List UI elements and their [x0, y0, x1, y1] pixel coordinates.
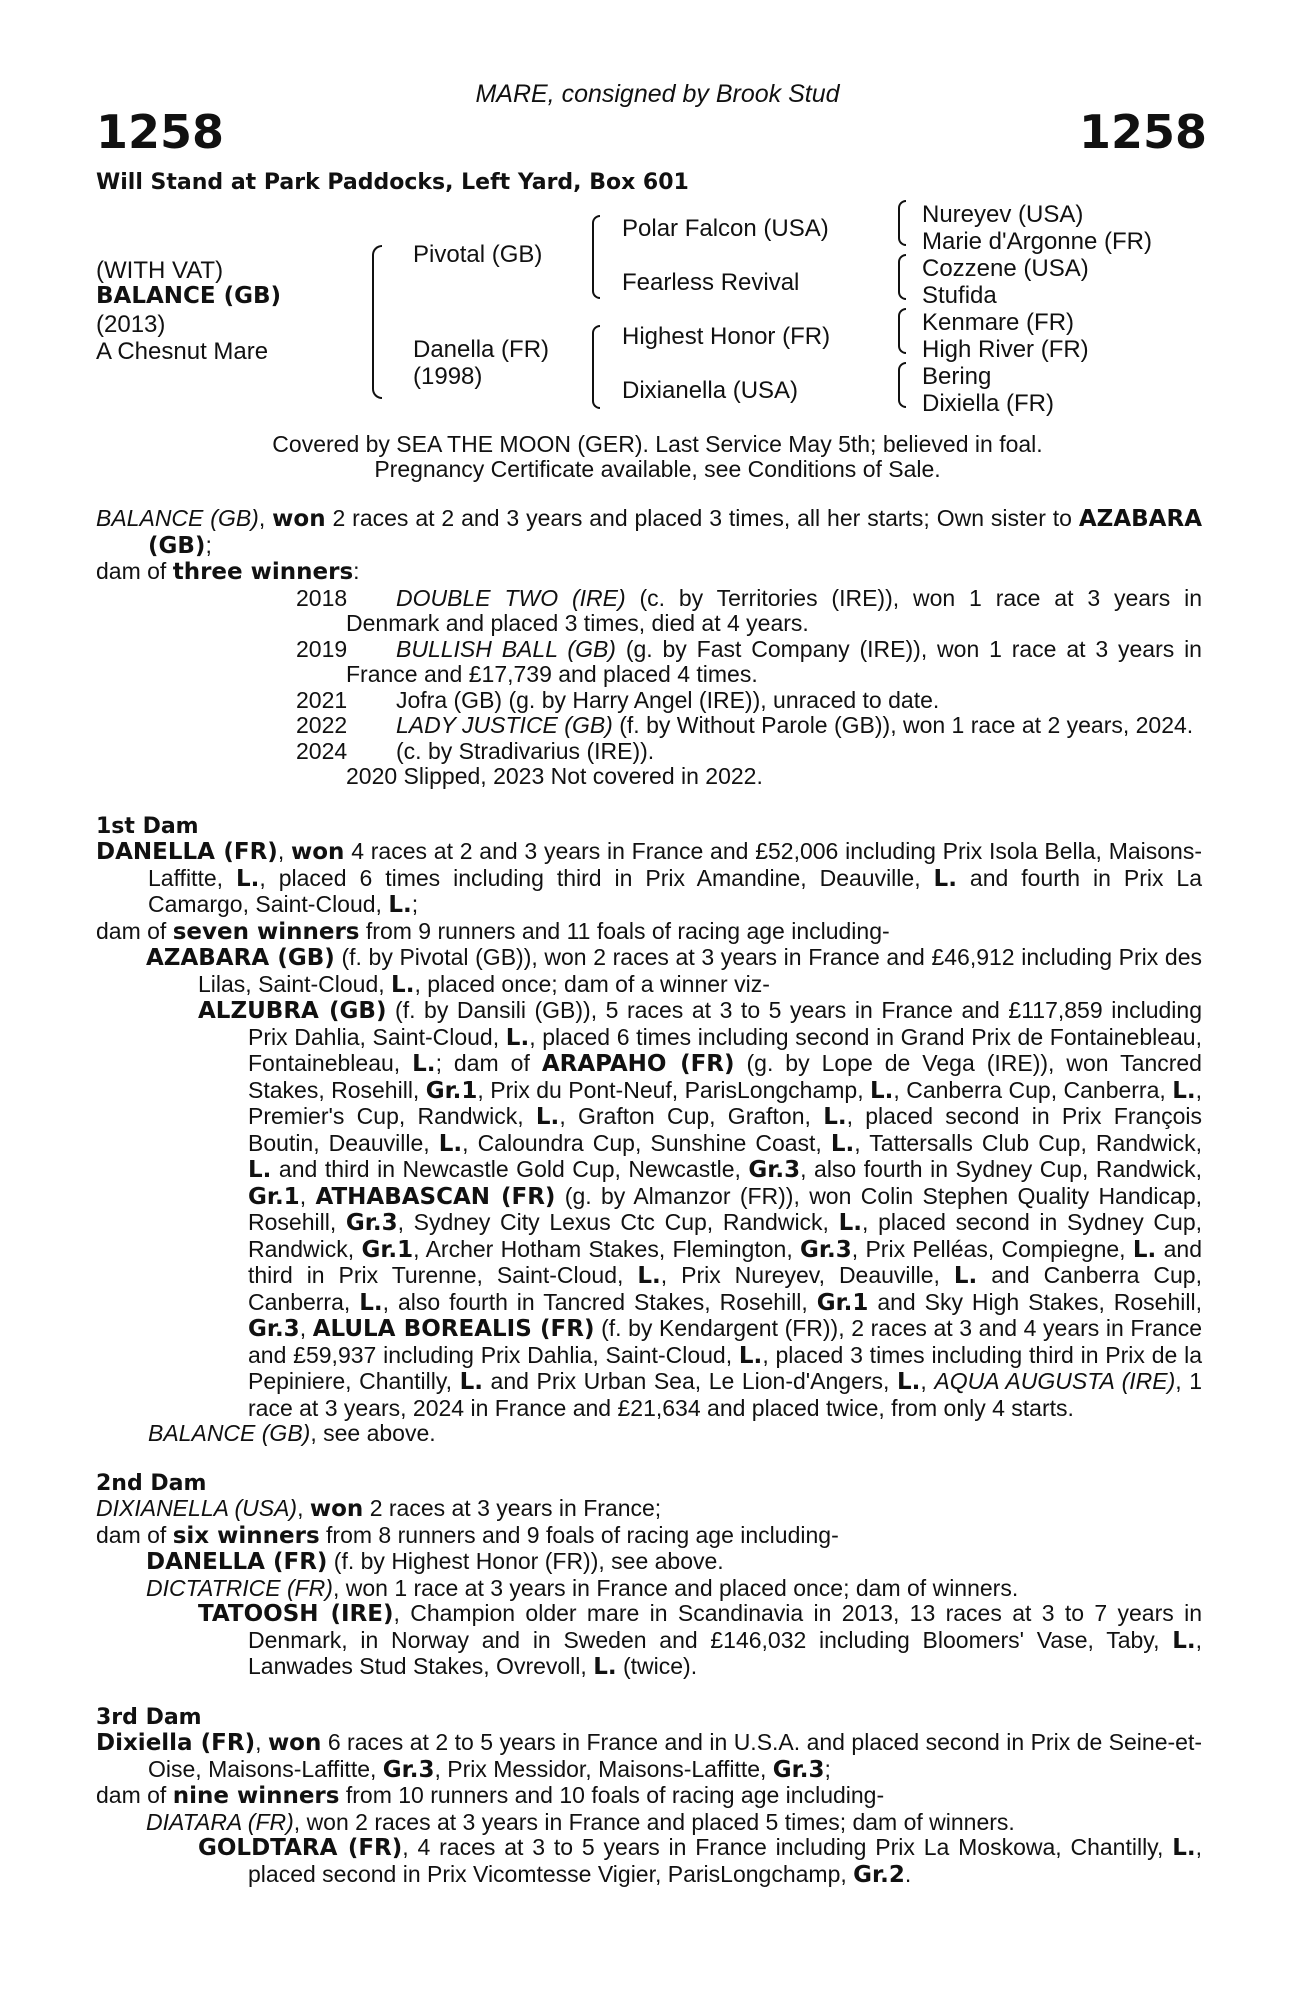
- pedigree-dam: Danella (FR): [413, 336, 550, 363]
- produce-text: (c. by Stradivarius (IRE)).: [396, 737, 655, 764]
- produce-year: 2019: [296, 635, 348, 662]
- runner-name: AZABARA (GB): [146, 945, 335, 971]
- text: , placed second in Prix Vicomtesse Vigier, ParisLongchamp,: [248, 1834, 1202, 1887]
- pedigree-brace-dd: [898, 362, 906, 408]
- dam2-name: DIXIANELLA (USA): [96, 1495, 298, 1521]
- produce-row: [96, 713, 1202, 739]
- text: , placed second in Prix François Boutin, Deauville,: [248, 1103, 1202, 1156]
- text: (g. by Almanzor (FR)), won Colin Stephen Quality Handicap, Rosehill,: [248, 1182, 1203, 1235]
- text: from 10 runners and 10 foals of racing age including-: [339, 1782, 885, 1808]
- tatoosh-entry: [96, 1601, 1202, 1681]
- group-label: Gr.3: [382, 1756, 435, 1783]
- text: , placed 6 times including third in Prix Amandine, Deauville,: [259, 864, 934, 891]
- text: from 8 runners and 9 foals of racing age including-: [319, 1521, 839, 1548]
- produce-text: (f. by Without Parole (GB)), won 1 race at 2 years, 2024.: [612, 712, 1194, 738]
- pedigree-sds: Cozzene (USA): [922, 255, 1089, 282]
- listed-label: L.: [870, 1077, 894, 1104]
- text: and fourth in Prix La Camargo, Saint-Cloud,: [148, 864, 1202, 917]
- text: ; dam of: [435, 1050, 542, 1076]
- won-label: won: [267, 1730, 322, 1756]
- listed-label: L.: [438, 1130, 463, 1157]
- won-label: won: [290, 839, 345, 865]
- text: 4 races at 2 and 3 years in France and £52,006 including Prix Isola Bella, Maisons-Laffitte,: [148, 838, 1203, 891]
- text: , Prix Messidor, Maisons-Laffitte,: [434, 1755, 773, 1782]
- lot-number-left: 1258: [96, 105, 225, 159]
- group-label: Gr.1: [248, 1183, 300, 1210]
- runner-name: ATHABASCAN (FR): [315, 1183, 556, 1210]
- horse-year: (2013): [96, 311, 166, 338]
- listed-label: L.: [388, 892, 412, 918]
- group-label: Gr.3: [345, 1210, 398, 1236]
- winners-count: nine winners: [172, 1783, 340, 1809]
- pedigree-brace-ss: [898, 200, 906, 246]
- group-label: Gr.1: [816, 1289, 869, 1316]
- listed-label: L.: [830, 1130, 855, 1157]
- pedigree-sss: Nureyev (USA): [922, 201, 1084, 228]
- alzubra-entry: [96, 998, 1202, 1421]
- produce-row: [96, 637, 1202, 688]
- section-title-2nd-dam: 2nd Dam: [96, 1470, 207, 1496]
- listed-label: L.: [248, 1157, 272, 1183]
- group-label: Gr.1: [425, 1077, 478, 1104]
- pedigree-sire-dam: Fearless Revival: [622, 269, 800, 296]
- text: , see above.: [310, 1420, 436, 1446]
- covering-info: [0, 432, 1315, 482]
- text: , Caloundra Cup, Sunshine Coast,: [462, 1129, 831, 1156]
- runner-name: GOLDTARA (FR): [198, 1835, 403, 1861]
- produce-year: 2024: [296, 737, 348, 764]
- dam3-produce-summary: [96, 1783, 1202, 1810]
- text: , won 2 races at 3 years in France and placed 5 times; dam of winners.: [293, 1808, 1015, 1835]
- text: (f. by Dansili (GB)), 5 races at 3 to 5 years in France and £117,859 including Prix Dahlia, Saint-Cloud,: [248, 997, 1202, 1050]
- winners-count: six winners: [172, 1522, 320, 1549]
- listed-label: L.: [235, 865, 260, 892]
- produce-year: 2018: [296, 584, 348, 611]
- group-label: Gr.2: [853, 1861, 905, 1888]
- runner-name: BALANCE (GB): [148, 1420, 311, 1446]
- text: , Tattersalls Club Cup, Randwick,: [854, 1129, 1202, 1156]
- group-label: Gr.3: [800, 1236, 852, 1263]
- text: , placed once; dam of a winner viz-: [414, 970, 770, 997]
- pedigree-brace-ds: [898, 308, 906, 354]
- text: ;: [824, 1755, 831, 1782]
- text: (g. by Lope de Vega (IRE)), won Tancred Stakes, Rosehill,: [248, 1050, 1202, 1103]
- text: and Sky High Stakes, Rosehill,: [868, 1288, 1202, 1315]
- dam1-produce-summary: [96, 919, 1202, 946]
- balance-ref: [96, 1421, 1202, 1447]
- stand-location: Will Stand at Park Paddocks, Left Yard, Box 601: [96, 170, 689, 195]
- produce-text: (g. by Fast Company (IRE)), won 1 race at 3 years in France and £17,739 and placed 4 times.: [346, 635, 1202, 687]
- text: ;: [411, 891, 419, 917]
- text: , Sydney City Lexus Ctc Cup, Randwick,: [397, 1209, 839, 1235]
- listed-label: L.: [535, 1104, 560, 1130]
- text: , Prix Pelléas, Compiegne,: [851, 1235, 1133, 1262]
- listed-label: L.: [412, 1051, 436, 1077]
- text: , placed second in Sydney Cup, Randwick,: [248, 1209, 1202, 1262]
- azabara-entry: [96, 945, 1202, 998]
- listed-label: L.: [738, 1342, 763, 1369]
- text: ,: [920, 1368, 935, 1394]
- produce-name: LADY JUSTICE (GB): [396, 712, 613, 738]
- dam2-produce-summary: [96, 1523, 1202, 1550]
- text: from 9 runners and 11 foals of racing age including-: [359, 917, 890, 944]
- text: 2 races at 3 years in France;: [363, 1495, 662, 1521]
- winners-count: seven winners: [172, 918, 360, 945]
- listed-label: L.: [823, 1104, 847, 1130]
- pedigree-dsd: High River (FR): [922, 336, 1089, 363]
- produce-name: DOUBLE TWO (IRE): [396, 584, 626, 611]
- produce-row: [96, 586, 1202, 637]
- pedigree-ssd: Marie d'Argonne (FR): [922, 228, 1152, 255]
- dam2-paragraph: DIXIANELLA (USA), won 2 races at 3 years in France;: [96, 1495, 662, 1522]
- intro-paragraph: BALANCE (GB), won 2 races at 2 and 3 years and placed 3 times, all her starts; Own sister to AZABARA (GB);: [96, 505, 1202, 559]
- section-title-3rd-dam: 3rd Dam: [96, 1704, 202, 1730]
- produce-year: 2021: [296, 686, 348, 713]
- dictatrice-entry: [96, 1576, 1202, 1602]
- text: and third in Newcastle Gold Cup, Newcastle,: [271, 1156, 749, 1182]
- text: , Champion older mare in Scandinavia in 2013, 13 races at 3 to 7 years in Denmark, in Norway and in Sweden and £146,032 including Bloomers' Vase, Taby,: [248, 1600, 1202, 1653]
- produce-note: 2020 Slipped, 2023 Not covered in 2022.: [346, 763, 763, 789]
- pedigree-ddd: Dixiella (FR): [922, 390, 1054, 417]
- pedigree-brace-sd: [898, 254, 906, 300]
- text: , also fourth in Tancred Stakes, Rosehill,: [382, 1288, 817, 1315]
- winners-count: three winners: [172, 559, 354, 585]
- listed-label: L.: [933, 865, 957, 892]
- text: , placed 3 times including third in Prix de la Pepiniere, Chantilly,: [248, 1341, 1202, 1394]
- runner-name: ARAPAHO (FR): [541, 1051, 735, 1077]
- runner-name: AQUA AUGUSTA (IRE): [934, 1368, 1176, 1394]
- listed-label: L.: [1132, 1236, 1157, 1263]
- sister-name: AZABARA (GB): [148, 506, 1202, 559]
- won-label: won: [272, 506, 326, 532]
- listed-label: L.: [953, 1263, 978, 1289]
- text: , Prix du Pont-Neuf, ParisLongchamp,: [477, 1076, 870, 1103]
- text: (f. by Pivotal (GB)), won 2 races at 3 years in France and £46,912 including Prix des Lilas, Saint-Cloud,: [198, 944, 1202, 997]
- text: , placed 6 times including second in Grand Prix de Fontainebleau, Fontainebleau,: [248, 1023, 1202, 1076]
- covering-line-1: Covered by SEA THE MOON (GER). Last Service May 5th; believed in foal.: [272, 431, 1043, 457]
- text: (twice).: [616, 1653, 698, 1679]
- colon: :: [353, 558, 360, 584]
- text: , 1 race at 3 years, 2024 in France and £21,634 and placed twice, from only 4 starts.: [248, 1368, 1202, 1421]
- produce-summary: [96, 559, 1202, 586]
- pedigree-brace-main: [372, 245, 382, 399]
- text: , Grafton Cup, Grafton,: [559, 1103, 824, 1129]
- pedigree-dss: Kenmare (FR): [922, 309, 1075, 336]
- text: (f. by Highest Honor (FR)), see above.: [327, 1548, 724, 1574]
- runner-name: ALULA BOREALIS (FR): [312, 1316, 595, 1342]
- produce-year: 2022: [296, 712, 348, 738]
- produce-text: (c. by Territories (IRE)), won 1 race at 3 years in Denmark and placed 3 times, died at 4 years.: [346, 584, 1202, 636]
- listed-label: L.: [1172, 1627, 1196, 1654]
- runner-name: DANELLA (FR): [146, 1549, 328, 1575]
- section-title-1st-dam: 1st Dam: [96, 813, 199, 839]
- text: , also fourth in Sydney Cup, Randwick,: [800, 1156, 1202, 1182]
- damof-label: dam of: [96, 558, 173, 584]
- goldtara-entry: [96, 1835, 1202, 1888]
- text: , Premier's Cup, Randwick,: [248, 1076, 1202, 1129]
- listed-label: L.: [897, 1369, 921, 1395]
- text: , Canberra Cup, Canberra,: [893, 1076, 1173, 1103]
- catalogue-body: [96, 506, 1202, 1888]
- pedigree-sire-sire: Polar Falcon (USA): [622, 215, 829, 242]
- text: and third in Prix Turenne, Saint-Cloud,: [248, 1235, 1203, 1288]
- runner-name: TATOOSH (IRE): [198, 1601, 394, 1627]
- dam3-paragraph: Dixiella (FR), won 6 races at 2 to 5 years in France and in U.S.A. and placed second in Prix de Seine-et-Oise, Maisons-Laffitte, Gr.3, Prix Messidor, Maisons-Laffitte, Gr.3;: [96, 1729, 1202, 1783]
- listed-label: L.: [1172, 1077, 1196, 1104]
- listed-label: L.: [1172, 1835, 1196, 1861]
- listed-label: L.: [359, 1289, 383, 1316]
- group-label: Gr.1: [361, 1236, 414, 1263]
- runner-name: DIATARA (FR): [146, 1808, 294, 1835]
- text: 6 races at 2 to 5 years in France and in U.S.A. and placed second in Prix de Seine-et-Oise, Maisons-Laffitte,: [148, 1729, 1202, 1782]
- intro-text: 2 races at 2 and 3 years and placed 3 times, all her starts; Own sister to: [325, 505, 1079, 531]
- covering-line-2: Pregnancy Certificate available, see Conditions of Sale.: [374, 456, 941, 482]
- produce-row: [96, 739, 1202, 765]
- produce-text: Jofra (GB) (g. by Harry Angel (IRE)), unraced to date.: [396, 686, 940, 713]
- group-label: Gr.3: [748, 1157, 801, 1183]
- produce-row: [96, 688, 1202, 714]
- diatara-entry: [96, 1810, 1202, 1836]
- listed-label: L.: [391, 971, 415, 998]
- text: .: [904, 1860, 912, 1887]
- intro-end: ;: [205, 531, 212, 558]
- won-label: won: [309, 1496, 364, 1522]
- text: and Canberra Cup, Canberra,: [248, 1262, 1202, 1315]
- listed-label: L.: [505, 1024, 530, 1051]
- dam1-name: DANELLA (FR): [96, 839, 278, 865]
- pedigree-sdd: Stufida: [922, 282, 997, 309]
- pedigree-dam-year: (1998): [413, 363, 483, 390]
- listed-label: L.: [838, 1210, 863, 1236]
- text: dam of: [96, 1782, 173, 1808]
- text: (f. by Kendargent (FR)), 2 races at 3 and 4 years in France and £59,937 including Prix Dahlia, Saint-Cloud,: [248, 1315, 1203, 1368]
- text: , Prix Nureyev, Deauville,: [660, 1262, 954, 1288]
- pedigree-brace-sire: [592, 215, 600, 299]
- pedigree-dam-sire: Highest Honor (FR): [622, 323, 831, 350]
- vat-note: (WITH VAT): [96, 257, 224, 284]
- lot-number-right: 1258: [1078, 105, 1207, 159]
- horse-ref: BALANCE (GB): [96, 505, 259, 531]
- listed-label: L.: [593, 1654, 617, 1680]
- text: , 4 races at 3 to 5 years in France including Prix La Moskowa, Chantilly,: [402, 1834, 1173, 1860]
- consignor-line: MARE, consigned by Brook Stud: [475, 80, 840, 108]
- pedigree-brace-dam: [592, 325, 600, 409]
- runner-name: ALZUBRA (GB): [198, 998, 387, 1024]
- pedigree-dam-dam: Dixianella (USA): [622, 377, 799, 404]
- listed-label: L.: [637, 1263, 661, 1289]
- text: and Prix Urban Sea, Le Lion-d'Angers,: [482, 1368, 898, 1394]
- dam3-name: Dixiella (FR): [96, 1730, 256, 1756]
- text: , won 1 race at 3 years in France and placed once; dam of winners.: [332, 1574, 1019, 1601]
- danella-ref: [96, 1549, 1202, 1576]
- group-label: Gr.3: [772, 1756, 825, 1783]
- horse-description: A Chesnut Mare: [96, 338, 269, 365]
- text: , Lanwades Stud Stakes, Ovrevoll,: [248, 1626, 1202, 1679]
- text: , Archer Hotham Stakes, Flemington,: [413, 1235, 801, 1262]
- text: dam of: [96, 917, 173, 944]
- listed-label: L.: [459, 1369, 483, 1395]
- dam1-paragraph: DANELLA (FR), won 4 races at 2 and 3 years in France and £52,006 including Prix Isola Bella, Maisons-Laffitte, L., placed 6 times including third in Prix Amandine, Deauville, L. and fourth in Prix La Camargo, Saint-Cloud, L.;: [96, 838, 1203, 918]
- text: ,: [299, 1315, 313, 1341]
- produce-name: BULLISH BALL (GB): [396, 635, 616, 662]
- group-label: Gr.3: [248, 1316, 300, 1342]
- text: ,: [299, 1182, 316, 1209]
- pedigree-sire: Pivotal (GB): [413, 241, 543, 268]
- horse-name: BALANCE (GB): [96, 283, 282, 309]
- text: dam of: [96, 1521, 173, 1548]
- pedigree-dds: Bering: [922, 363, 992, 390]
- runner-name: DICTATRICE (FR): [146, 1574, 333, 1601]
